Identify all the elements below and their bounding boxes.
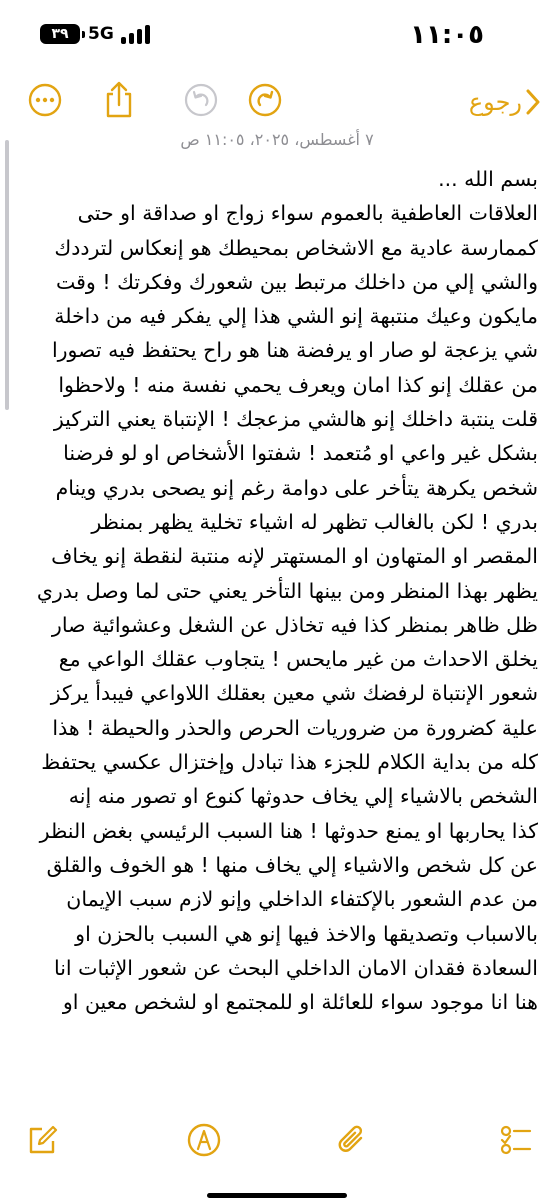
- note-line: كله من بداية الكلام للجزء هذا تبادل وإختزال عكسي يحتفظ: [41, 750, 538, 775]
- note-line: يظهر بهذا المنظر ومن بينها التأخر يعني حتى لما وصل بدري: [36, 578, 538, 603]
- note-text[interactable]: [20, 162, 538, 1082]
- status-time: ١١:٠٥: [410, 20, 484, 50]
- note-line: عن كل شخص والاشياء إلي يخاف منها ! هو الخوف والقلق: [46, 852, 538, 877]
- status-bar: [0, 0, 554, 70]
- note-line: كممارسة عادية مع الاشخاص بمحيطك هو إنعكاس لترددك: [54, 235, 538, 260]
- note-line: بشكل غير واعي او مُتعمد ! شفتوا الأشخاص او لو فرضنا: [63, 441, 538, 466]
- note-line: والشي إلي من داخلك مرتبط بين شعورك وفكرتك ! وقت: [56, 269, 538, 294]
- more-button[interactable]: [23, 78, 67, 122]
- share-icon: [103, 81, 135, 119]
- network-type: 5G: [88, 24, 114, 44]
- redo-button[interactable]: [243, 78, 287, 122]
- undo-icon: [183, 82, 219, 118]
- note-line: من عدم الشعور بالإكتفاء الداخلي وإنو لازم سبب الإيمان: [66, 887, 538, 912]
- note-toolbar: [0, 78, 554, 126]
- note-line: الشخص بالاشياء إلي يخاف حدوثها كنوع او تصور منه إنه: [68, 784, 538, 809]
- note-line: يخلق الاحداث من غير مايحس ! يتجاوب عقلك الواعي مع: [58, 647, 538, 672]
- signal-icon: [121, 24, 153, 44]
- note-line: بالاسباب وتصديقها والاخذ فيها إنو هي السبب بالحزن او: [75, 921, 538, 946]
- markup-button[interactable]: [182, 1118, 226, 1162]
- note-line: كذا يحاربها او يمنع حدوثها ! هنا السبب الرئيسي بغض النظر: [39, 818, 538, 843]
- compose-icon: [25, 1123, 59, 1157]
- note-line: قلت ينتبة داخلك إنو هالشي مزعجك ! الإنتباة يعني التركيز: [53, 407, 538, 432]
- attachment-icon: [335, 1122, 369, 1158]
- note-line: علية كضرورة من ضروريات الحرص والحذر والحيطة ! هذا: [52, 715, 538, 740]
- redo-icon: [247, 82, 283, 118]
- checklist-button[interactable]: [493, 1118, 537, 1162]
- checklist-icon: [497, 1122, 533, 1158]
- note-line: بسم الله ...: [438, 167, 538, 191]
- share-button[interactable]: [97, 78, 141, 122]
- note-line: المقصر او المتهاون او المستهتر لإنه منتبة لنقطة إنو يخاف: [51, 544, 538, 569]
- undo-button[interactable]: [179, 78, 223, 122]
- note-line: بدري ! لكن بالغالب تظهر له اشياء تخلية يظهر بمنظر: [91, 509, 538, 534]
- note-line: شعور الإنتباة لرفضك شي معين بعقلك اللاواعي فيبدأ يركز: [50, 681, 538, 706]
- note-line: هنا انا موجود سواء للعائلة او للمجتمع او لشخص معين او: [62, 990, 538, 1015]
- note-line: من عقلك إنو كذا امان ويعرف يحمي نفسة منه ! ولاحظوا: [58, 372, 538, 397]
- note-line: شخص يكرهة يتأخر على دوامة رغم إنو يصحى بدري وينام: [55, 475, 538, 500]
- home-indicator: [207, 1193, 347, 1198]
- battery-level: ٣٩: [51, 26, 69, 42]
- note-line: شي يزعجة لو صار او يرفضة هنا هو راح يحتفظ فيه تصورا: [51, 338, 538, 363]
- compose-button[interactable]: [20, 1118, 64, 1162]
- markup-icon: [186, 1122, 222, 1158]
- chevron-right-icon: [526, 89, 540, 115]
- note-date: ٧ أغسطس، ٢٠٢٥، ١١:٠٥ ص: [180, 130, 374, 149]
- back-button[interactable]: [469, 80, 540, 124]
- back-label: رجوع: [468, 88, 522, 116]
- note-line: ظل ظاهر بمنظر كذا فيه تخاذل عن الشغل وعشوائية صار: [51, 612, 538, 637]
- scrollbar[interactable]: [5, 140, 9, 410]
- bottom-toolbar: [0, 1110, 554, 1170]
- note-line: السعادة فقدان الامان الداخلي البحث عن شعور الإثبات انا: [53, 955, 538, 980]
- note-line: العلاقات العاطفية بالعموم سواء زواج او صداقة او حتى: [77, 201, 538, 226]
- more-icon: [27, 82, 63, 118]
- note-line: مايكون وعيك منتبهة إنو الشي هذا إلي يفكر فيه من داخلة: [54, 304, 538, 329]
- battery-icon: [40, 24, 80, 44]
- attachment-button[interactable]: [330, 1118, 374, 1162]
